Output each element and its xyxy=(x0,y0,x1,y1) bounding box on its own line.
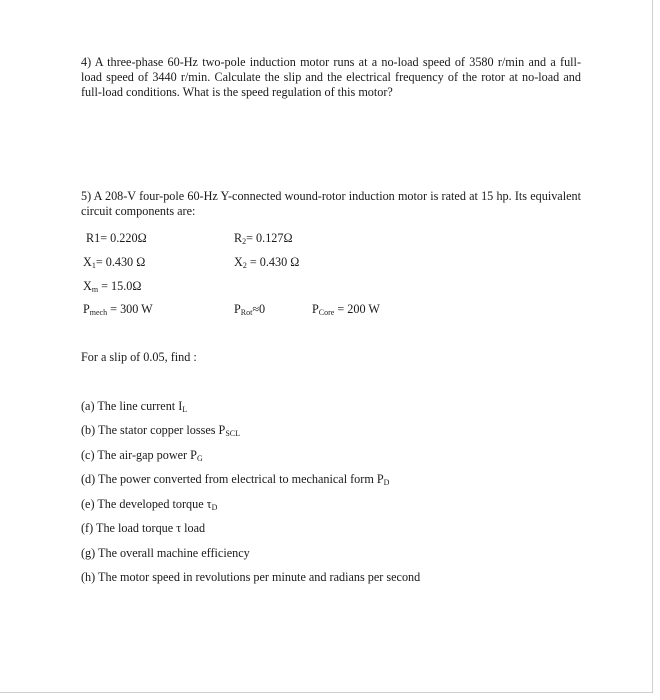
param-pcore: $P_{Core} = 200$ W xyxy=(312,302,380,317)
list-item-f: (f) The load torque τ load xyxy=(81,521,206,535)
list-item-d: (d) The power converted from electrical to mechanical form $P_D$ xyxy=(81,472,390,487)
list-item-h: (h) The motor speed in revolutions per minute and radians per second xyxy=(81,570,421,584)
problem-5-intro: 5) A 208-V four-pole 60-Hz Y-connected wound-rotor induction motor is rated at 15 hp. Its equivalent circuit components are: xyxy=(81,189,581,218)
slip-prompt: For a slip of 0.05, find : xyxy=(81,350,197,364)
list-item-b: (b) The stator copper losses $P_{SCL}$ xyxy=(81,423,240,438)
param-pmech: $P_{mech} = 300$ W xyxy=(83,302,153,317)
param-r1: R1= 0.220Ω xyxy=(86,231,147,245)
param-prot: $P_{Rot}\approx 0$ xyxy=(234,302,266,317)
param-xm: $X_m = 15.0\Omega$ xyxy=(83,279,142,294)
param-x2: $X_2 = 0.430$ Ω xyxy=(234,255,300,270)
param-r2: $R_2= 0.127\Omega$ xyxy=(234,231,293,246)
list-item-g: (g) The overall machine efficiency xyxy=(81,546,250,560)
list-item-c: (c) The air-gap power $P_G$ xyxy=(81,448,203,463)
problem-4-text: 4) A three-phase 60-Hz two-pole induction motor runs at a no-load speed of 3580 r/min and a full-load speed of 3440 r/min. Calculate the slip and the electrical frequency of the rotor at no-load and full-load conditions. What is the speed regulation of this motor? xyxy=(81,55,581,99)
param-x1: $X_1= 0.430$ Ω xyxy=(83,255,146,270)
list-item-e: (e) The developed torque $\tau_D$ xyxy=(81,497,218,512)
list-item-a: (a) The line current $I_L$ xyxy=(81,399,188,414)
